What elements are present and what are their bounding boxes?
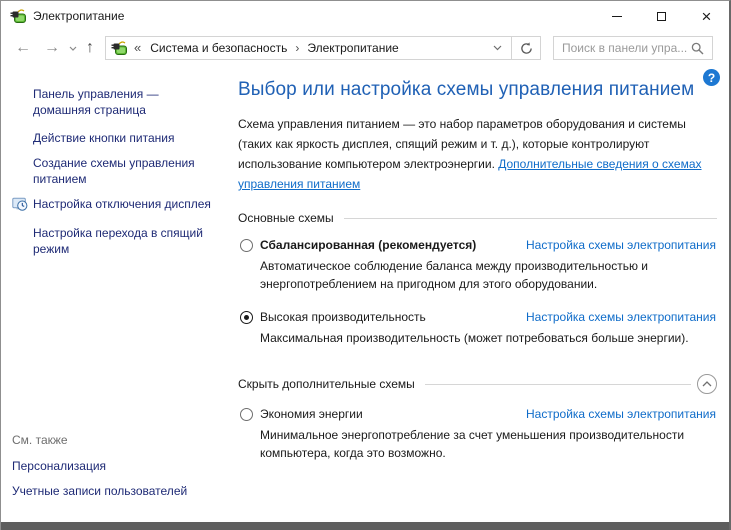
collapse-section-button[interactable] xyxy=(697,374,717,394)
plan-description: Автоматическое соблюдение баланса между производительностью и энергопотреблением на пригодном для этого оборудовании. xyxy=(260,259,649,291)
window-title: Электропитание xyxy=(33,9,125,23)
refresh-icon xyxy=(520,42,533,55)
titlebar xyxy=(1,1,729,31)
plan-name[interactable]: Высокая производительность xyxy=(260,310,426,324)
sidebar-item-sleep-settings[interactable]: Настройка перехода в спящий режим xyxy=(12,225,213,257)
icon-slot xyxy=(12,155,33,187)
display-clock-icon xyxy=(12,196,33,216)
recent-pages-dropdown[interactable] xyxy=(69,46,77,51)
maximize-button[interactable] xyxy=(639,1,684,31)
sidebar-item-display-off-settings[interactable]: Настройка отключения дисплея xyxy=(12,196,213,216)
caption-buttons xyxy=(594,1,729,31)
plan-description: Максимальная производительность (может потребоваться больше энергии). xyxy=(260,331,689,345)
plan-row xyxy=(240,238,717,252)
section-divider xyxy=(425,384,691,385)
sidebar-item-power-button-action[interactable]: Действие кнопки питания xyxy=(12,130,213,146)
breadcrumb-separator-icon[interactable]: › xyxy=(295,40,300,55)
main-content xyxy=(221,65,729,522)
section-additional-label[interactable]: Скрыть дополнительные схемы xyxy=(238,377,415,391)
sidebar-item-user-accounts[interactable]: Учетные записи пользователей xyxy=(12,484,188,498)
section-additional-plans xyxy=(238,374,717,394)
intro-paragraph xyxy=(238,114,717,194)
icon-slot xyxy=(12,130,33,146)
plan-description: Минимальное энергопотребление за счет уменьшения производительности компьютера, когда это возможно. xyxy=(260,428,685,460)
sidebar-item-create-power-plan[interactable]: Создание схемы управления питанием xyxy=(12,155,213,187)
intro-text: Схема управления питанием — это набор параметров оборудования и системы (таких как яркость дисплея, спящий режим и т. д.), которые контролируют использование компьютером электроэнергии. xyxy=(238,117,686,171)
plan-power-saver xyxy=(240,407,717,462)
plan-name[interactable]: Экономия энергии xyxy=(260,407,363,421)
radio-power-saver[interactable] xyxy=(240,408,253,421)
sidebar xyxy=(1,65,221,522)
search-input[interactable] xyxy=(554,41,687,55)
minimize-button[interactable] xyxy=(594,1,639,31)
breadcrumb-system-security[interactable]: Система и безопасность xyxy=(150,41,288,55)
window-bottom-border xyxy=(1,522,729,530)
plan-settings-link-balanced[interactable]: Настройка схемы электропитания xyxy=(526,238,716,252)
see-also-section xyxy=(12,432,213,499)
section-primary-plans xyxy=(238,211,717,225)
back-button[interactable]: ← xyxy=(15,39,31,56)
plan-settings-link-high-performance[interactable]: Настройка схемы электропитания xyxy=(526,310,716,324)
breadcrumb-overflow-chevron[interactable]: « xyxy=(134,39,142,55)
radio-high-performance[interactable] xyxy=(240,311,253,324)
plan-name[interactable]: Сбалансированная (рекомендуется) xyxy=(260,238,477,252)
plan-row xyxy=(240,407,717,421)
power-plug-battery-icon xyxy=(111,40,128,57)
power-plug-battery-icon[interactable] xyxy=(10,8,27,25)
sidebar-item-personalization[interactable]: Персонализация xyxy=(12,459,107,473)
refresh-button[interactable] xyxy=(511,37,540,59)
icon-slot xyxy=(12,86,33,118)
window-body xyxy=(1,65,729,522)
search-box xyxy=(553,36,713,60)
section-primary-label: Основные схемы xyxy=(238,211,334,225)
search-icon[interactable] xyxy=(691,42,704,55)
help-icon[interactable]: ? xyxy=(703,69,720,86)
sleep-icon xyxy=(12,225,33,257)
plan-balanced xyxy=(240,238,717,293)
maximize-icon xyxy=(657,12,666,21)
plan-row xyxy=(240,310,717,324)
up-button[interactable]: ↑ xyxy=(86,39,94,56)
breadcrumb-power-options[interactable]: Электропитание xyxy=(307,41,399,55)
section-divider xyxy=(344,218,717,219)
close-button[interactable] xyxy=(684,1,729,31)
address-history-dropdown[interactable] xyxy=(484,45,511,51)
plan-high-performance xyxy=(240,310,717,347)
plan-settings-link-power-saver[interactable]: Настройка схемы электропитания xyxy=(526,407,716,421)
radio-balanced[interactable] xyxy=(240,239,253,252)
sidebar-item-control-panel-home[interactable]: Панель управления — домашняя страница xyxy=(12,86,213,118)
forward-button[interactable]: → xyxy=(44,39,60,56)
navigation-bar xyxy=(1,31,729,65)
address-bar[interactable] xyxy=(105,36,541,60)
close-icon: × xyxy=(701,6,712,26)
minimize-icon xyxy=(612,16,622,17)
page-title: Выбор или настройка схемы управления питанием xyxy=(238,79,695,100)
chevron-up-icon xyxy=(702,381,712,387)
learn-more-link[interactable]: Дополнительные сведения о схемах управления питанием xyxy=(238,157,702,191)
see-also-header: См. также xyxy=(12,433,68,447)
